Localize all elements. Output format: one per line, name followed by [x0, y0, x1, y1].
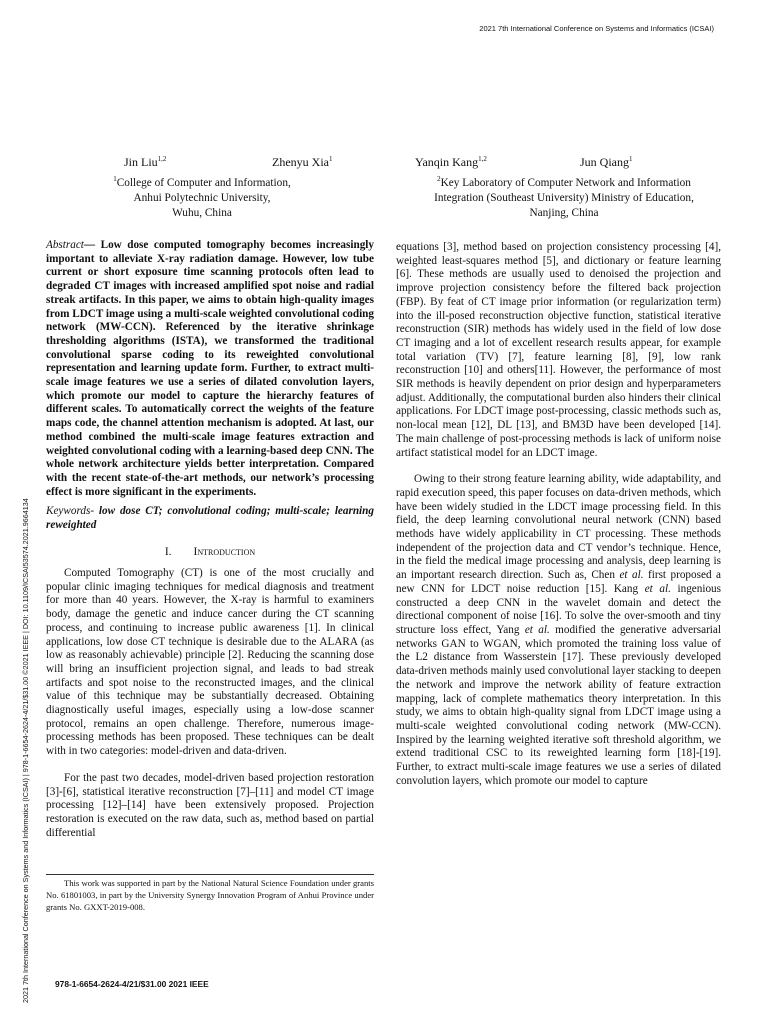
- abstract-text: — Low dose computed tomography becomes increasingly important to alleviate X-ray radiation damage. However, low tube current or short exposure time scanning protocols often lead to degraded CT images with increased amplified spot noise and radial streak artifacts. In this paper, we aims to obtain high-quality images from LDCT image using a multi-scale weighted convolutional coding network (MW-CCN). Referenced by the iterative shrinkage thresholding algorithms (ISTA), we transformed the traditional convolutional sparse coding to its reweighted convolutional representation and learning update form. Further, to extract multi-scale image features we use a series of dilated convolution layers, which promote our model to capture the hierarchy features of different scales. To automatically correct the weights of the feature maps code, the channel attention mechanism is adopted. At last, our method combined the multi-scale image features extraction and weighted convolutional coding with a learning-based deep CNN. The whole network architecture yields better interpretation. Compared with the recent state-of-the-art methods, our network’s processing effect is more significant in the experiments.: [46, 239, 374, 498]
- footnote: This work was supported in part by the National Natural Science Foundation under grants No. 61801003, in part by the University Synergy Innovation Program of Anhui Province under grants No. GXXT-2019-008.: [46, 878, 374, 912]
- right-column: [396, 241, 721, 788]
- isbn-line: 978-1-6654-2624-4/21/$31.00 2021 IEEE: [55, 979, 209, 989]
- keywords-text: low dose CT; convolutional coding; multi-scale; learning reweighted: [46, 505, 374, 531]
- keywords-label: Keywords-: [46, 505, 95, 517]
- author-name: Jin Liu$^{1,2}$: [124, 155, 167, 169]
- footnote-divider: [46, 874, 374, 875]
- conference-header: 2021 7th International Conference on Systems and Informatics (ICSAI): [479, 24, 714, 33]
- author-name: Jun Qiang$^1$: [580, 155, 633, 169]
- affiliation-2: $^2$Key Laboratory of Computer Network and Information Integration (Southeast University) Ministry of Education, Nanjing, China: [434, 175, 694, 219]
- paragraph: Computed Tomography (CT) is one of the most crucially and popular clinic imaging techniques for medical diagnosis and treatment for more than 40 years. However, the X-ray is harmful to examiners body, damage the genetic and induce cancer during the CT scanning process, and continuing to increase public awareness [1]. In clinical applications, low dose CT technique is desirable due to the ALARA (as low as reasonably achievable) principle [2]. Reducing the scanning dose will bring an insufficient projection signal, and leads to bad streak artifacts and spot noise to the reconstructed images, and the clinical value of this technique may be substantially decreased. Obtaining diagnostically useful images, especially using a low-dose scanner protocol, remains an open challenge. Therefore, numerous image-processing methods has been proposed. These techniques can be dealt with in two categories: model-driven and data-driven.: [46, 567, 374, 758]
- section-title: Introduction: [193, 546, 256, 558]
- abstract: [46, 239, 374, 499]
- paragraph: Owing to their strong feature learning ability, wide adaptability, and rapid execution speed, this paper focuses on data-driven methods, which have been widely studied in the LDCT image processing field. In this field, the deep learning convolutional neural network (CNN) based methods have widely applicability in CT processing. These methods independent of the projection data and CT vendor’s technique. Hence, in the field the medical image processing and analysis, deep learning is an important research direction. Such as, Chen et al. first proposed a new CNN for LDCT noise reduction [15]. Kang et al. ingenious constructed a deep CNN in the wavelet domain and detect the directional component of noise [16]. To solve the over-smooth and tiny structure loss effect, Yang et al. modified the generative adversarial networks GAN to WGAN, which promoted the training loss value of the L2 distance from Wasserstein [17]. These previously developed data-driven methods mainly used convolutional layer stacking to deepen the network and improve the network ability of feature extraction mapping, lack of complete mathematics theory interpretation. In this study, we aims to obtain high-quality signal from LDCT image using a multi-scale weighted convolutional coding network (MW-CCN). Inspired by the learning weighted iterative soft threshold algorithm, we extend traditional CSC to its reweighted learning form [18]-[19]. Further, to extract multi-scale image features we use a series of dilated convolution layers, which promote our model to capture: [396, 473, 722, 787]
- side-doi-text: 2021 7th International Conference on Systems and Informatics (ICSAI) | 978-1-6654-2624-4/21/$31.00 ©2021 IEEE | DOI: 10.1109/ICSAI53574.2021.9664134: [21, 498, 30, 1003]
- intro-left-column: [46, 567, 374, 840]
- affiliation-1: $^1$College of Computer and Information, Anhui Polytechnic University, Wuhu, China: [113, 175, 291, 219]
- section-number: I.: [164, 546, 172, 558]
- author-name: Yanqin Kang$^{1,2}$: [415, 155, 487, 169]
- abstract-label: Abstract: [46, 239, 84, 251]
- section-heading: [46, 546, 374, 558]
- author-name: Zhenyu Xia$^1$: [272, 155, 333, 169]
- keywords: [46, 505, 374, 532]
- paragraph: For the past two decades, model-driven based projection restoration [3]-[6], statistical iterative reconstruction [7]–[11] and model CT image processing [12]–[14] have been extensively proposed. Projection restoration is executed on the raw data, such as, method based on partial differential: [46, 771, 374, 839]
- paragraph: equations [3], method based on projection consistency processing [4], weighted least-squares method [5], and dictionary or feature learning [6]. These methods are usually used to denoised the projection and improve projection consistency before the filtered back projection (FBP). By feat of CT image prior information (or regularization term) into the ill-posed reconstruction objective function, statistical iterative reconstruction (SIR) methods has widely used in the field of low dose CT imaging and a lot of excellent research results appear, for example total variation (TV) [7], feature learning [8], [9], low rank reconstruction [10] and others[11]. However, the performance of most SIR methods is heavily dependent on prior design and hyperparameters adjust. Additionally, the computational burden also hinders their clinical applications. For LDCT image post-processing, classic methods such as, non-local mean [12], DL [13], and BM3D have been developed [14]. The main challenge of post-processing methods is lack of uniform noise artifact statistical model for an LDCT image.: [396, 241, 721, 459]
